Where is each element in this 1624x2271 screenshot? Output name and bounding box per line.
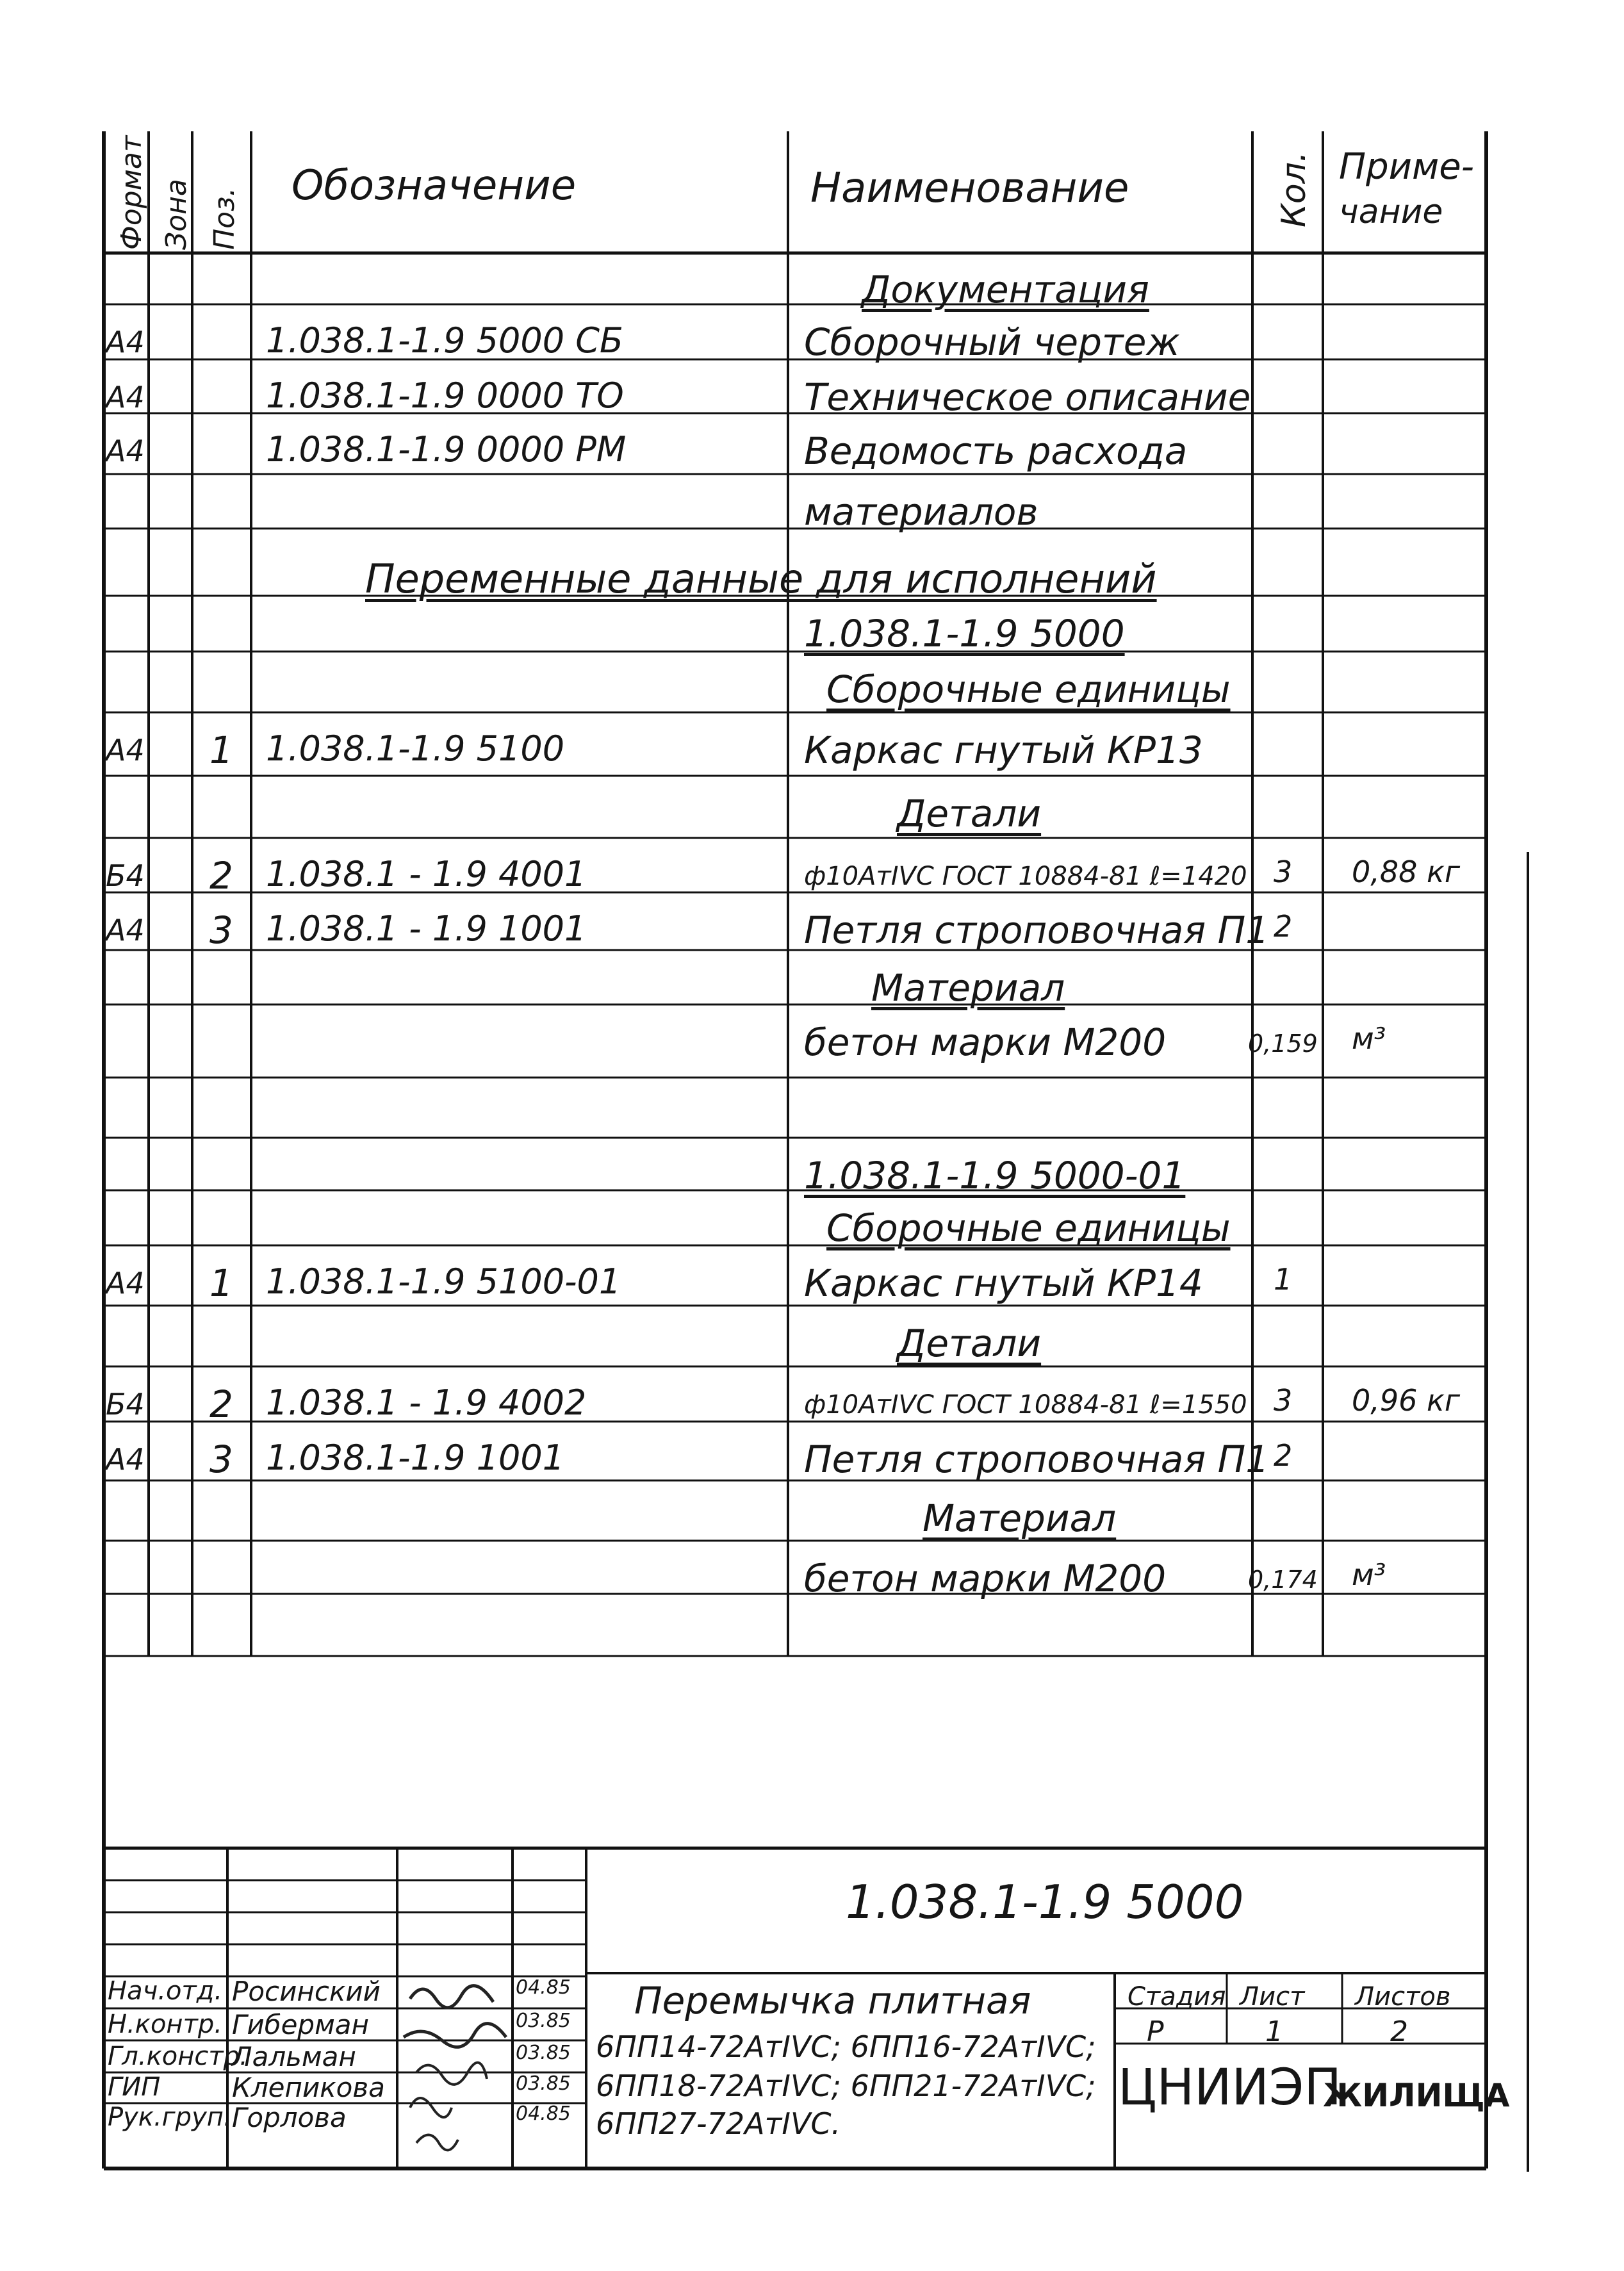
row-qty: 3 [1274,1383,1293,1418]
row-position: 3 [209,908,233,952]
row-position: 2 [209,1382,233,1426]
variable-data-heading: Переменные данные для исполнений [365,555,1157,602]
row-name: Петля строповочная П1 [804,1438,1270,1481]
row-name: Петля строповочная П1 [804,908,1270,952]
row-name: Ведомость расхода [804,429,1188,473]
row-format: А4 [106,733,145,767]
title-line-4: 6ПП27-72АтIVС. [596,2106,841,2141]
row-name: Каркас гнутый КР14 [804,1261,1203,1305]
row-qty: 0,159 [1248,1029,1318,1058]
title-line-1: Перемычка плитная [634,1979,1031,2022]
organization-suffix: ЖИЛИЩА [1323,2077,1510,2114]
header-note-1: Приме- [1339,146,1474,188]
row-name: 1.038.1-1.9 5000-01 [804,1154,1186,1197]
role-title: Н.контр. [108,2010,222,2039]
role-surname: Росинский [232,1976,381,2007]
doc-number: 1.038.1-1.9 5000 [846,1875,1244,1929]
row-designation: 1.038.1-1.9 0000 ТО [266,375,624,416]
row-format: А4 [106,380,145,414]
header-qty: Кол. [1275,151,1313,227]
title-line-3: 6ПП18-72АтIVС; 6ПП21-72АтIVС; [596,2069,1096,2103]
title-line-2: 6ПП14-72АтIVС; 6ПП16-72АтIVС; [596,2029,1096,2064]
row-note: 0,88 кг [1352,855,1460,889]
stage-value: Р [1147,2015,1164,2048]
row-designation: 1.038.1-1.9 0000 РМ [266,429,627,470]
header-zone: Зона [160,179,193,250]
role-date: 03.85 [516,2042,571,2064]
header-note-2: чание [1339,193,1443,231]
row-designation: 1.038.1-1.9 5000 СБ [266,320,623,361]
row-qty: 2 [1274,909,1293,944]
row-name: Документация [862,268,1149,311]
role-title: Гл.констр. [108,2042,248,2071]
row-format: А4 [106,1442,145,1477]
role-surname: Клепикова [232,2072,385,2103]
row-format: А4 [106,1266,145,1300]
row-format: Б4 [106,1387,145,1422]
row-name: бетон марки М200 [804,1021,1167,1064]
row-designation: 1.038.1 - 1.9 4002 [266,1382,587,1423]
sheet-value: 1 [1265,2015,1283,2048]
signature-scribbles [397,1976,513,2169]
stage-label: Стадия [1128,1982,1226,2012]
row-name: Материал [871,966,1065,1010]
role-date: 04.85 [516,1976,571,1999]
row-note: м³ [1352,1021,1386,1056]
sheet-label: Лист [1240,1982,1305,2012]
row-note: 0,96 кг [1352,1383,1460,1418]
sheets-value: 2 [1390,2015,1408,2048]
row-format: Б4 [106,858,145,893]
role-date: 03.85 [516,2010,571,2032]
organization-name: ЦНИИЭП [1118,2059,1342,2117]
row-name: Каркас гнутый КР13 [804,728,1203,772]
header-format: Формат [115,135,148,250]
role-date: 03.85 [516,2072,571,2095]
row-qty: 0,174 [1248,1566,1318,1594]
row-format: А4 [106,325,145,359]
row-qty: 1 [1274,1262,1293,1297]
header-designation: Обозначение [291,162,577,209]
row-name: Материал [923,1496,1117,1540]
row-name: бетон марки М200 [804,1557,1167,1600]
row-designation: 1.038.1-1.9 5100 [266,728,565,769]
row-position: 1 [209,728,233,772]
row-name: материалов [804,490,1038,534]
role-surname: Гиберман [232,2009,369,2040]
row-name: Техническое описание [804,375,1251,419]
row-name: Сборочные единицы [826,668,1231,711]
header-name: Наименование [810,165,1129,212]
role-title: Рук.груп. [108,2103,232,2132]
row-position: 3 [209,1438,233,1481]
row-format: А4 [106,913,145,947]
row-format: А4 [106,434,145,468]
row-name: Сборочный чертеж [804,320,1180,364]
role-date: 04.85 [516,2103,571,2125]
row-designation: 1.038.1-1.9 5100-01 [266,1261,621,1302]
row-position: 2 [209,854,233,898]
row-designation: 1.038.1 - 1.9 1001 [266,908,587,949]
role-surname: Лальман [232,2041,356,2072]
sheets-label: Листов [1355,1982,1451,2012]
row-note: м³ [1352,1557,1386,1592]
header-pos: Поз. [208,187,241,250]
row-name: ф10АтIVС ГОСТ 10884-81 ℓ=1550 [804,1390,1247,1420]
row-name: Детали [897,1322,1042,1365]
role-title: Нач.отд. [108,1976,223,2006]
row-designation: 1.038.1-1.9 1001 [266,1438,565,1478]
row-designation: 1.038.1 - 1.9 4001 [266,854,587,894]
row-name: Сборочные единицы [826,1206,1231,1250]
row-position: 1 [209,1261,233,1305]
row-qty: 2 [1274,1438,1293,1473]
row-qty: 3 [1274,855,1293,889]
role-surname: Горлова [232,2102,347,2133]
row-name: Детали [897,792,1042,835]
role-title: ГИП [108,2072,161,2102]
row-name: 1.038.1-1.9 5000 [804,612,1125,655]
row-name: ф10АтIVС ГОСТ 10884-81 ℓ=1420 [804,862,1247,891]
